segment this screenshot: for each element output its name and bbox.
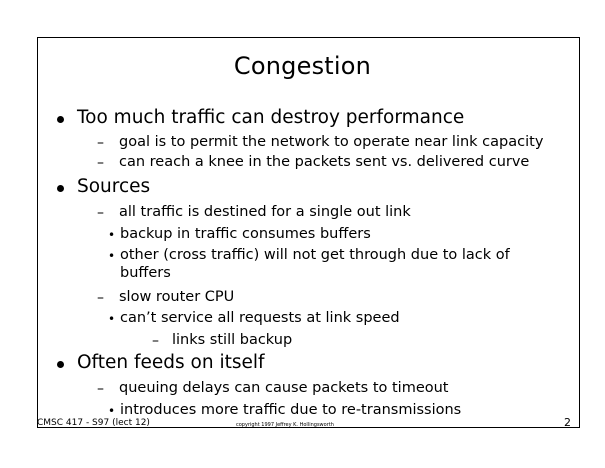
slide-title: Congestion <box>233 52 372 80</box>
dash-icon: – <box>97 381 104 397</box>
sub-sub-bullet-text: backup in traffic consumes buffers <box>120 226 371 242</box>
footer-course: CMSC 417 - S97 (lect 12) <box>37 418 150 428</box>
dash-icon: – <box>97 290 104 306</box>
dash-icon: – <box>97 205 104 221</box>
bullet-text: Too much traffic can destroy performance <box>77 107 465 128</box>
dash-icon: – <box>152 333 159 349</box>
sub-bullet-text: can reach a knee in the packets sent vs. delivered curve <box>119 154 530 170</box>
bullet-dot-icon <box>57 361 64 368</box>
bullet-dot-icon <box>57 185 64 192</box>
bullet-text: Sources <box>77 176 151 197</box>
sub-bullet-text: goal is to permit the network to operate near link capacity <box>119 134 544 150</box>
sub-bullet-text: slow router CPU <box>119 289 235 305</box>
small-bullet-icon: • <box>108 249 116 263</box>
small-bullet-icon: • <box>108 312 116 326</box>
dash-icon: – <box>97 155 104 171</box>
sub-sub-bullet-text: introduces more traffic due to re-transmissions <box>120 402 462 418</box>
sub-sub-bullet-text: can’t service all requests at link speed <box>120 310 400 326</box>
bullet-text: Often feeds on itself <box>77 352 265 373</box>
sub-bullet-text: queuing delays can cause packets to timeout <box>119 380 449 396</box>
level4-bullet-text: links still backup <box>172 332 293 348</box>
sub-bullet-text: all traffic is destined for a single out link <box>119 204 411 220</box>
sub-sub-bullet-text-continued: buffers <box>120 265 171 281</box>
bullet-dot-icon <box>57 116 64 123</box>
small-bullet-icon: • <box>108 228 116 242</box>
sub-sub-bullet-text: other (cross traffic) will not get through due to lack of <box>120 247 510 263</box>
small-bullet-icon: • <box>108 404 116 418</box>
footer-copyright: copyright 1997 Jeffrey K. Hollingsworth <box>236 422 334 428</box>
dash-icon: – <box>97 135 104 151</box>
page-number: 2 <box>564 416 571 429</box>
